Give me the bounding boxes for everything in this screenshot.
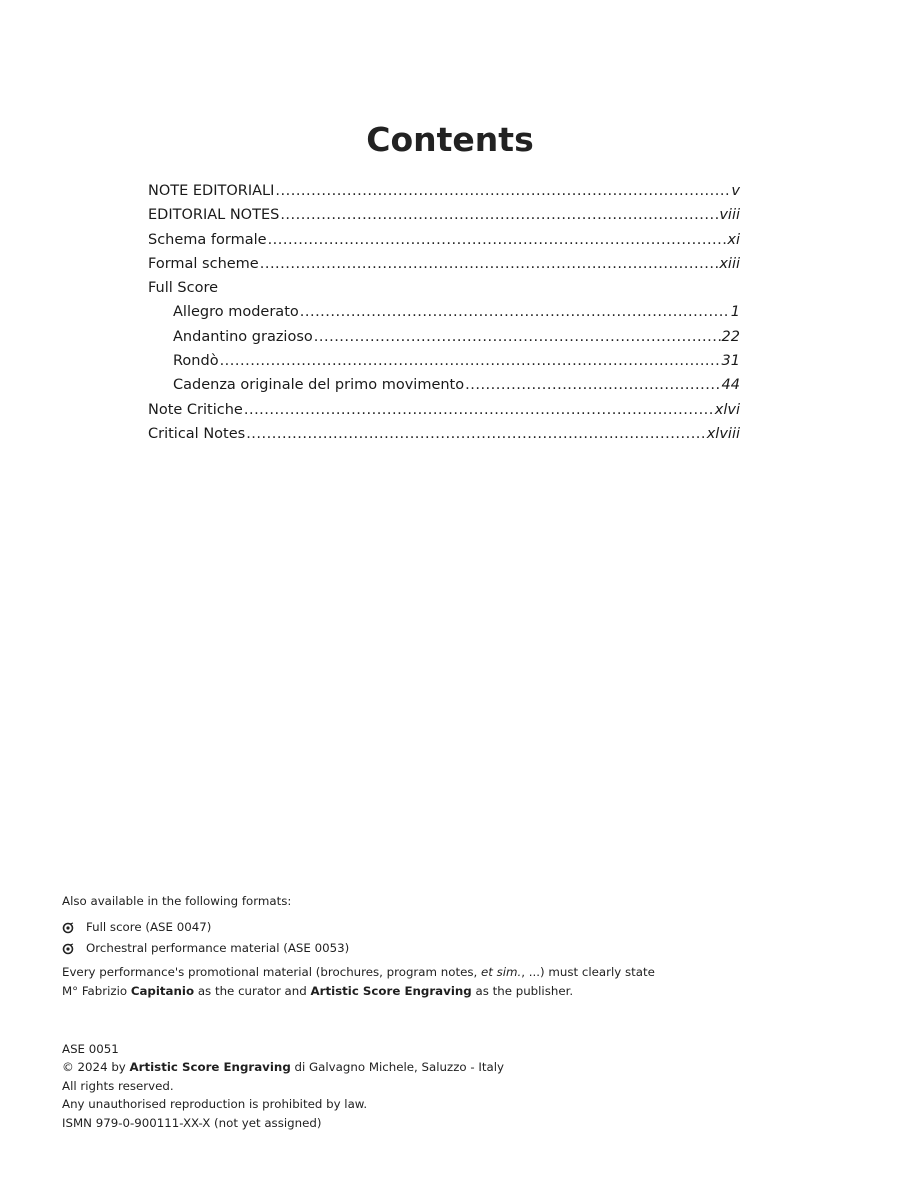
toc-entry[interactable] [148, 300, 740, 324]
toc-leader-dots [314, 325, 721, 349]
reproduction-warning: Any unauthorised reproduction is prohibited by law. [62, 1097, 368, 1112]
toc-entry-page: 1 [730, 304, 740, 321]
ase-logo-icon [62, 922, 86, 934]
ismn-line: ISMN 979-0-900111-XX-X (not yet assigned) [62, 1115, 322, 1130]
toc-entry[interactable] [148, 349, 740, 373]
toc-entry[interactable] [148, 398, 740, 422]
toc-entry-page: viii [719, 207, 740, 224]
copyright-block [62, 1040, 842, 1132]
toc-entry[interactable] [148, 373, 740, 397]
toc-entry[interactable] [148, 203, 740, 227]
toc-leader-dots [260, 252, 719, 276]
rights-line: All rights reserved. [62, 1078, 174, 1093]
formats-section [62, 893, 842, 959]
toc-entry-label: Critical Notes [148, 425, 246, 442]
toc-entry-label: Allegro moderato [173, 304, 299, 321]
toc-entry-page: xiii [719, 255, 740, 272]
toc-leader-dots [244, 398, 714, 422]
toc-leader-dots [246, 422, 706, 446]
toc-entry-label: Full Score [148, 280, 219, 297]
formats-intro: Also available in the following formats: [62, 894, 292, 908]
format-item [62, 938, 842, 959]
toc-leader-dots [268, 228, 727, 252]
toc-entry-label: Rondò [173, 353, 219, 370]
promo-line-1: Every performance's promotional material (brochures, program notes, et sim., ...) must clearly state [62, 965, 655, 979]
format-item-label: Full score (ASE 0047) [86, 920, 212, 934]
toc-entry-page: 44 [721, 377, 740, 394]
toc-entry-label: EDITORIAL NOTES [148, 207, 280, 224]
toc-entry-page: 31 [721, 353, 740, 370]
toc-entry[interactable] [148, 276, 740, 300]
toc-entry-label: Cadenza originale del primo movimento [173, 377, 465, 394]
format-item [62, 917, 842, 938]
copyright-line: © 2024 by Artistic Score Engraving di Galvagno Michele, Saluzzo - Italy [62, 1060, 504, 1075]
toc-leader-dots [220, 349, 721, 373]
toc-entry[interactable] [148, 422, 740, 446]
toc-entry[interactable] [148, 252, 740, 276]
toc-leader-dots [280, 203, 718, 227]
promo-line-2: M° Fabrizio Capitanio as the curator and Artistic Score Engraving as the publisher. [62, 984, 574, 998]
toc-entry-label: Schema formale [148, 231, 267, 248]
toc-entry-page: v [731, 183, 740, 199]
page-title: Contents [366, 120, 534, 159]
toc-entry-page: xlviii [706, 425, 740, 442]
toc-entry-label: Formal scheme [148, 255, 259, 272]
table-of-contents [148, 179, 740, 446]
toc-entry-label: NOTE EDITORIALI [148, 183, 275, 199]
toc-entry-page: xi [727, 231, 740, 248]
toc-leader-dots [275, 179, 730, 203]
toc-entry-label: Note Critiche [148, 401, 243, 418]
catalog-code: ASE 0051 [62, 1042, 119, 1056]
toc-entry-page: xlvi [714, 401, 740, 418]
promo-notice [62, 963, 842, 1001]
toc-entry-page: 22 [721, 328, 740, 345]
toc-entry[interactable] [148, 179, 740, 203]
toc-leader-dots [465, 373, 720, 397]
toc-entry[interactable] [148, 228, 740, 252]
ase-logo-icon [62, 943, 86, 955]
format-item-label: Orchestral performance material (ASE 0053) [86, 941, 350, 955]
toc-entry[interactable] [148, 325, 740, 349]
toc-leader-dots [300, 300, 730, 324]
toc-entry-label: Andantino grazioso [173, 328, 313, 345]
